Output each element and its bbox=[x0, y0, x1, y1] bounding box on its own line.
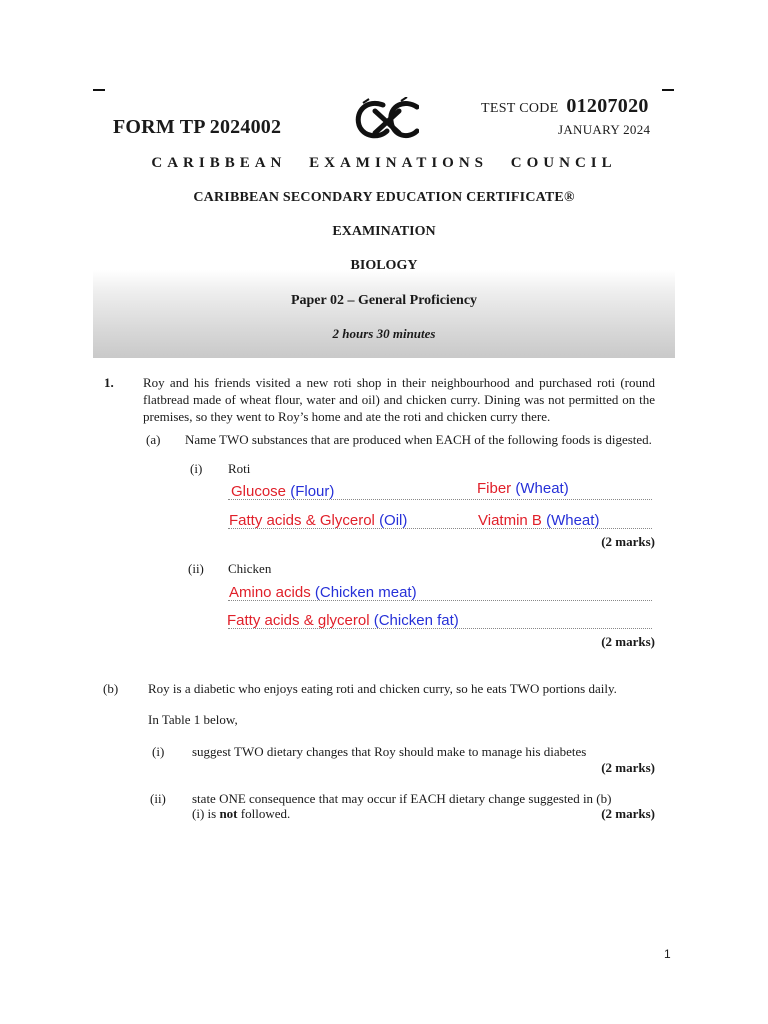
answer-text bbox=[227, 612, 459, 629]
part-b-ii-text-continued bbox=[192, 806, 290, 822]
test-code-label: TEST CODE bbox=[481, 101, 559, 116]
examination-title: EXAMINATION bbox=[332, 224, 436, 239]
text-fragment: (i) is bbox=[192, 806, 220, 821]
part-a-prompt: Name TWO substances that are produced when EACH of the following foods is digested. bbox=[185, 432, 652, 447]
answer-blue-text: (Wheat) bbox=[515, 480, 569, 497]
answer-blue-text: (Chicken meat) bbox=[314, 584, 417, 601]
answer-text bbox=[231, 483, 334, 500]
council-title: CARIBBEAN EXAMINATIONS COUNCIL bbox=[151, 155, 617, 171]
question-number: 1. bbox=[104, 375, 114, 390]
paper-title: Paper 02 – General Proficiency bbox=[290, 293, 478, 308]
answer-text bbox=[478, 512, 599, 529]
answer-blue-text: (Flour) bbox=[290, 483, 335, 500]
part-a-i-food: Roti bbox=[228, 461, 251, 476]
marks-label: (2 marks) bbox=[601, 634, 655, 649]
answer-blue-text: (Chicken fat) bbox=[373, 612, 459, 629]
certificate-title: CARIBBEAN SECONDARY EDUCATION CERTIFICATE® bbox=[193, 190, 575, 205]
answer-red-text: Amino acids bbox=[229, 584, 311, 601]
part-b-ii-label: (ii) bbox=[150, 791, 166, 806]
form-code: FORM TP 2024002 bbox=[113, 116, 282, 138]
part-a-ii-label: (ii) bbox=[188, 561, 204, 576]
corner-mark-right bbox=[662, 89, 674, 91]
part-b-i-text: suggest TWO dietary changes that Roy should make to manage his diabetes bbox=[192, 744, 587, 759]
answer-text bbox=[229, 512, 407, 529]
part-b-label: (b) bbox=[103, 681, 119, 696]
emphasis-not: not bbox=[219, 806, 238, 821]
corner-mark-left bbox=[93, 89, 105, 91]
answer-red-text: Viatmin B bbox=[478, 512, 542, 529]
answer-blue-text: (Wheat) bbox=[546, 512, 600, 529]
marks-label: (2 marks) bbox=[601, 534, 655, 549]
answer-red-text: Glucose bbox=[231, 483, 287, 500]
text-fragment: followed. bbox=[237, 806, 291, 821]
part-a-i-label: (i) bbox=[190, 461, 203, 476]
subject-title: BIOLOGY bbox=[350, 258, 418, 273]
duration: 2 hours 30 minutes bbox=[332, 326, 436, 341]
part-a-ii-food: Chicken bbox=[228, 561, 272, 576]
part-a-label: (a) bbox=[146, 432, 161, 447]
answer-blue-text: (Oil) bbox=[379, 512, 408, 529]
exam-date: JANUARY 2024 bbox=[558, 122, 651, 137]
answer-text bbox=[477, 480, 569, 497]
part-b-prompt: Roy is a diabetic who enjoys eating roti and chicken curry, so he eats TWO portions daily. bbox=[148, 681, 617, 696]
header-banner bbox=[93, 270, 675, 358]
answer-red-text: Fatty acids & glycerol bbox=[227, 612, 370, 629]
marks-label: (2 marks) bbox=[601, 760, 655, 775]
marks-label: (2 marks) bbox=[601, 806, 655, 821]
test-code bbox=[481, 95, 649, 118]
answer-red-text: Fatty acids & Glycerol bbox=[229, 512, 375, 529]
cxc-logo bbox=[353, 97, 419, 143]
page-number: 1 bbox=[664, 947, 671, 961]
answer-red-text: Fiber bbox=[477, 480, 512, 497]
part-b-ii-text: state ONE consequence that may occur if EACH dietary change suggested in (b) bbox=[192, 791, 612, 806]
test-code-value: 01207020 bbox=[566, 95, 649, 117]
question-stem: Roy and his friends visited a new roti shop in their neighbourhood and purchased roti (round flatbread made of wheat flour, water and oil) and chicken curry. Dining was not permitted on the premises, so they went to Roy’s home and ate the roti and chicken curry there. bbox=[143, 375, 655, 424]
table-intro: In Table 1 below, bbox=[148, 712, 238, 727]
part-b-i-label: (i) bbox=[152, 744, 165, 759]
answer-text bbox=[229, 584, 417, 601]
